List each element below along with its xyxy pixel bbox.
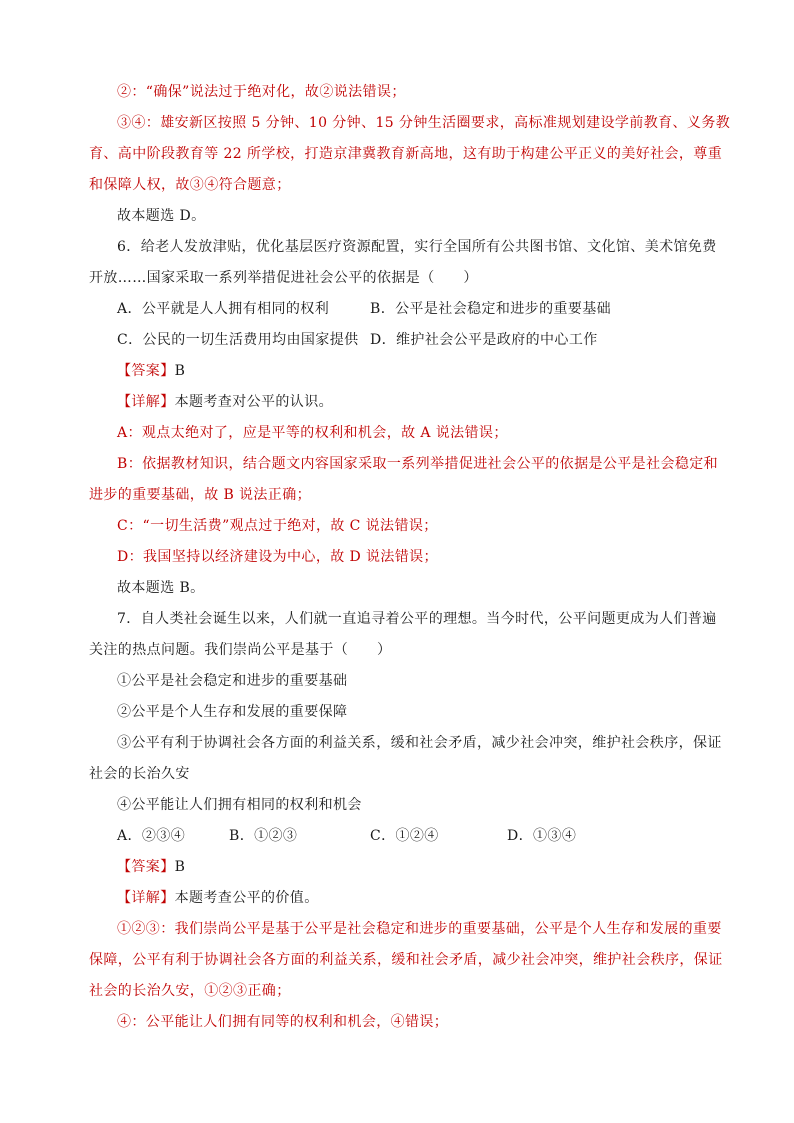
question-stem: 7．自人类社会诞生以来，人们就一直追寻着公平的理想。当今时代，公平问题更成为人们普遍 — [117, 611, 717, 627]
explanation-line: ④：公平能让人们拥有同等的权利和机会，④错误； — [117, 1014, 449, 1030]
answer-label: 【答案】 — [117, 859, 175, 875]
conclusion-line: 故本题选 B。 — [117, 580, 205, 596]
answer-line — [117, 857, 185, 877]
answer-line — [117, 361, 185, 381]
option-d: D．①③④ — [507, 828, 577, 844]
explanation-line: C：“一切生活费”观点过于绝对，故 C 说法错误； — [117, 518, 438, 534]
statement-4: ④公平能让人们拥有相同的权利和机会 — [117, 797, 362, 813]
explanation-line: 保障，公平有利于协调社会各方面的利益关系，缓和社会矛盾，减少社会冲突，维护社会秩序，保证 — [89, 952, 723, 968]
detail-label: 【详解】 — [117, 890, 175, 906]
option-c: C．①②④ — [370, 828, 439, 844]
detail-label: 【详解】 — [117, 394, 175, 410]
detail-line — [117, 392, 333, 412]
question-stem: 6．给老人发放津贴，优化基层医疗资源配置，实行全国所有公共图书馆、文化馆、美术馆免费 — [117, 239, 717, 255]
statement-2: ②公平是个人生存和发展的重要保障 — [117, 704, 348, 720]
detail-text: 本题考查对公平的认识。 — [174, 394, 334, 410]
option-a: A．公平就是人人拥有相同的权利 — [117, 301, 330, 317]
answer-value: B — [174, 363, 186, 379]
explanation-line: ①②③：我们崇尚公平是基于公平是社会稳定和进步的重要基础，公平是个人生存和发展的重要 — [117, 921, 722, 937]
question-stem: 关注的热点问题。我们崇尚公平是基于（ ） — [89, 642, 392, 658]
explanation-line: B：依据教材知识，结合题文内容国家采取一系列举措促进社会公平的依据是公平是社会稳定和 — [117, 456, 719, 472]
option-d: D．维护社会公平是政府的中心工作 — [370, 332, 598, 348]
statement-3: ③公平有利于协调社会各方面的利益关系，缓和社会矛盾，减少社会冲突，维护社会秩序，保证 — [117, 735, 722, 751]
statement-1: ①公平是社会稳定和进步的重要基础 — [117, 673, 348, 689]
explanation-line: ②：“确保”说法过于绝对化，故②说法错误； — [117, 84, 406, 100]
option-b: B．①②③ — [229, 828, 298, 844]
explanation-line: 和保障人权，故③④符合题意； — [89, 177, 291, 193]
explanation-line: D：我国坚持以经济建设为中心，故 D 说法错误； — [117, 549, 438, 565]
conclusion-line: 故本题选 D。 — [117, 208, 206, 224]
explanation-line: 育、高中阶段教育等 22 所学校，打造京津冀教育新高地，这有助于构建公平正义的美好社会，尊重 — [89, 146, 723, 162]
explanation-line: ③④：雄安新区按照 5 分钟、10 分钟、15 分钟生活圈要求，高标准规划建设学前教育、义务教 — [117, 115, 731, 131]
explanation-line: A：观点太绝对了，应是平等的权利和机会，故 A 说法错误； — [117, 425, 508, 441]
detail-line — [117, 888, 319, 908]
explanation-line: 社会的长治久安，①②③正确； — [89, 983, 291, 999]
detail-text: 本题考查公平的价值。 — [174, 890, 319, 906]
statement-3-cont: 社会的长治久安 — [89, 766, 190, 782]
option-b: B．公平是社会稳定和进步的重要基础 — [370, 301, 612, 317]
question-stem: 开放……国家采取一系列举措促进社会公平的依据是（ ） — [89, 270, 478, 286]
option-a: A．②③④ — [117, 828, 186, 844]
option-c: C．公民的一切生活费用均由国家提供 — [117, 332, 359, 348]
answer-value: B — [174, 859, 186, 875]
answer-label: 【答案】 — [117, 363, 175, 379]
explanation-line: 进步的重要基础，故 B 说法正确； — [89, 487, 311, 503]
